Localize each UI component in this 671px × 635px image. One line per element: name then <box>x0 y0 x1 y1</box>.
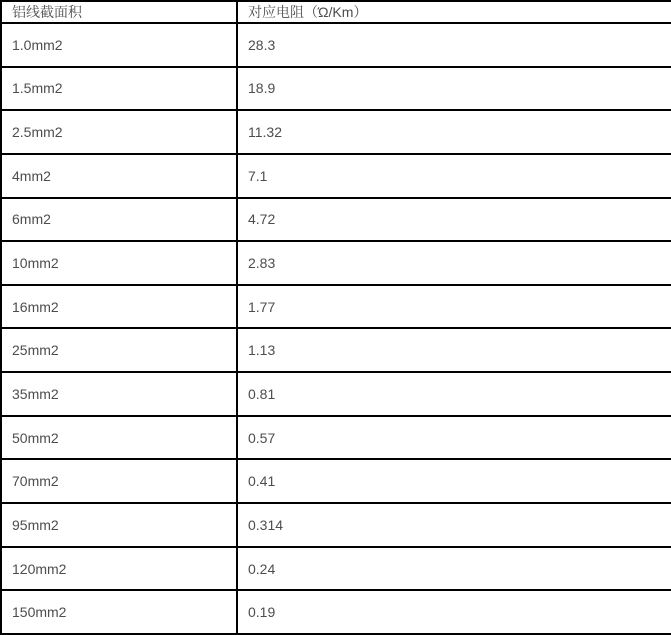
section-cell: 10mm2 <box>1 241 237 285</box>
table-row <box>1 503 671 547</box>
resistance-cell: 0.81 <box>237 372 671 416</box>
resistance-cell: 2.83 <box>237 241 671 285</box>
header-row <box>1 1 671 23</box>
resistance-cell: 18.9 <box>237 67 671 111</box>
table-row <box>1 23 671 67</box>
resistance-cell: 1.13 <box>237 328 671 372</box>
resistance-cell: 0.41 <box>237 459 671 503</box>
section-cell: 4mm2 <box>1 154 237 198</box>
section-cell: 6mm2 <box>1 198 237 242</box>
section-cell: 1.0mm2 <box>1 23 237 67</box>
table-row <box>1 285 671 329</box>
section-cell: 1.5mm2 <box>1 67 237 111</box>
table-row <box>1 110 671 154</box>
column-header-wire-section: 铝线截面积 <box>1 1 237 23</box>
table-row <box>1 372 671 416</box>
table-row <box>1 547 671 591</box>
resistance-cell: 1.77 <box>237 285 671 329</box>
table-row <box>1 198 671 242</box>
resistance-cell: 0.19 <box>237 590 671 634</box>
section-cell: 95mm2 <box>1 503 237 547</box>
section-cell: 120mm2 <box>1 547 237 591</box>
section-cell: 150mm2 <box>1 590 237 634</box>
table-row <box>1 241 671 285</box>
table-row <box>1 416 671 460</box>
section-cell: 2.5mm2 <box>1 110 237 154</box>
column-header-resistance: 对应电阻（Ώ/Km） <box>237 1 671 23</box>
table-row <box>1 590 671 634</box>
table-row <box>1 154 671 198</box>
resistance-cell: 0.24 <box>237 547 671 591</box>
resistance-cell: 7.1 <box>237 154 671 198</box>
section-cell: 35mm2 <box>1 372 237 416</box>
table-row <box>1 67 671 111</box>
resistance-cell: 0.314 <box>237 503 671 547</box>
resistance-cell: 11.32 <box>237 110 671 154</box>
section-cell: 70mm2 <box>1 459 237 503</box>
section-cell: 16mm2 <box>1 285 237 329</box>
section-cell: 25mm2 <box>1 328 237 372</box>
resistance-cell: 28.3 <box>237 23 671 67</box>
resistance-cell: 4.72 <box>237 198 671 242</box>
section-cell: 50mm2 <box>1 416 237 460</box>
resistance-cell: 0.57 <box>237 416 671 460</box>
table-row <box>1 459 671 503</box>
table-row <box>1 328 671 372</box>
